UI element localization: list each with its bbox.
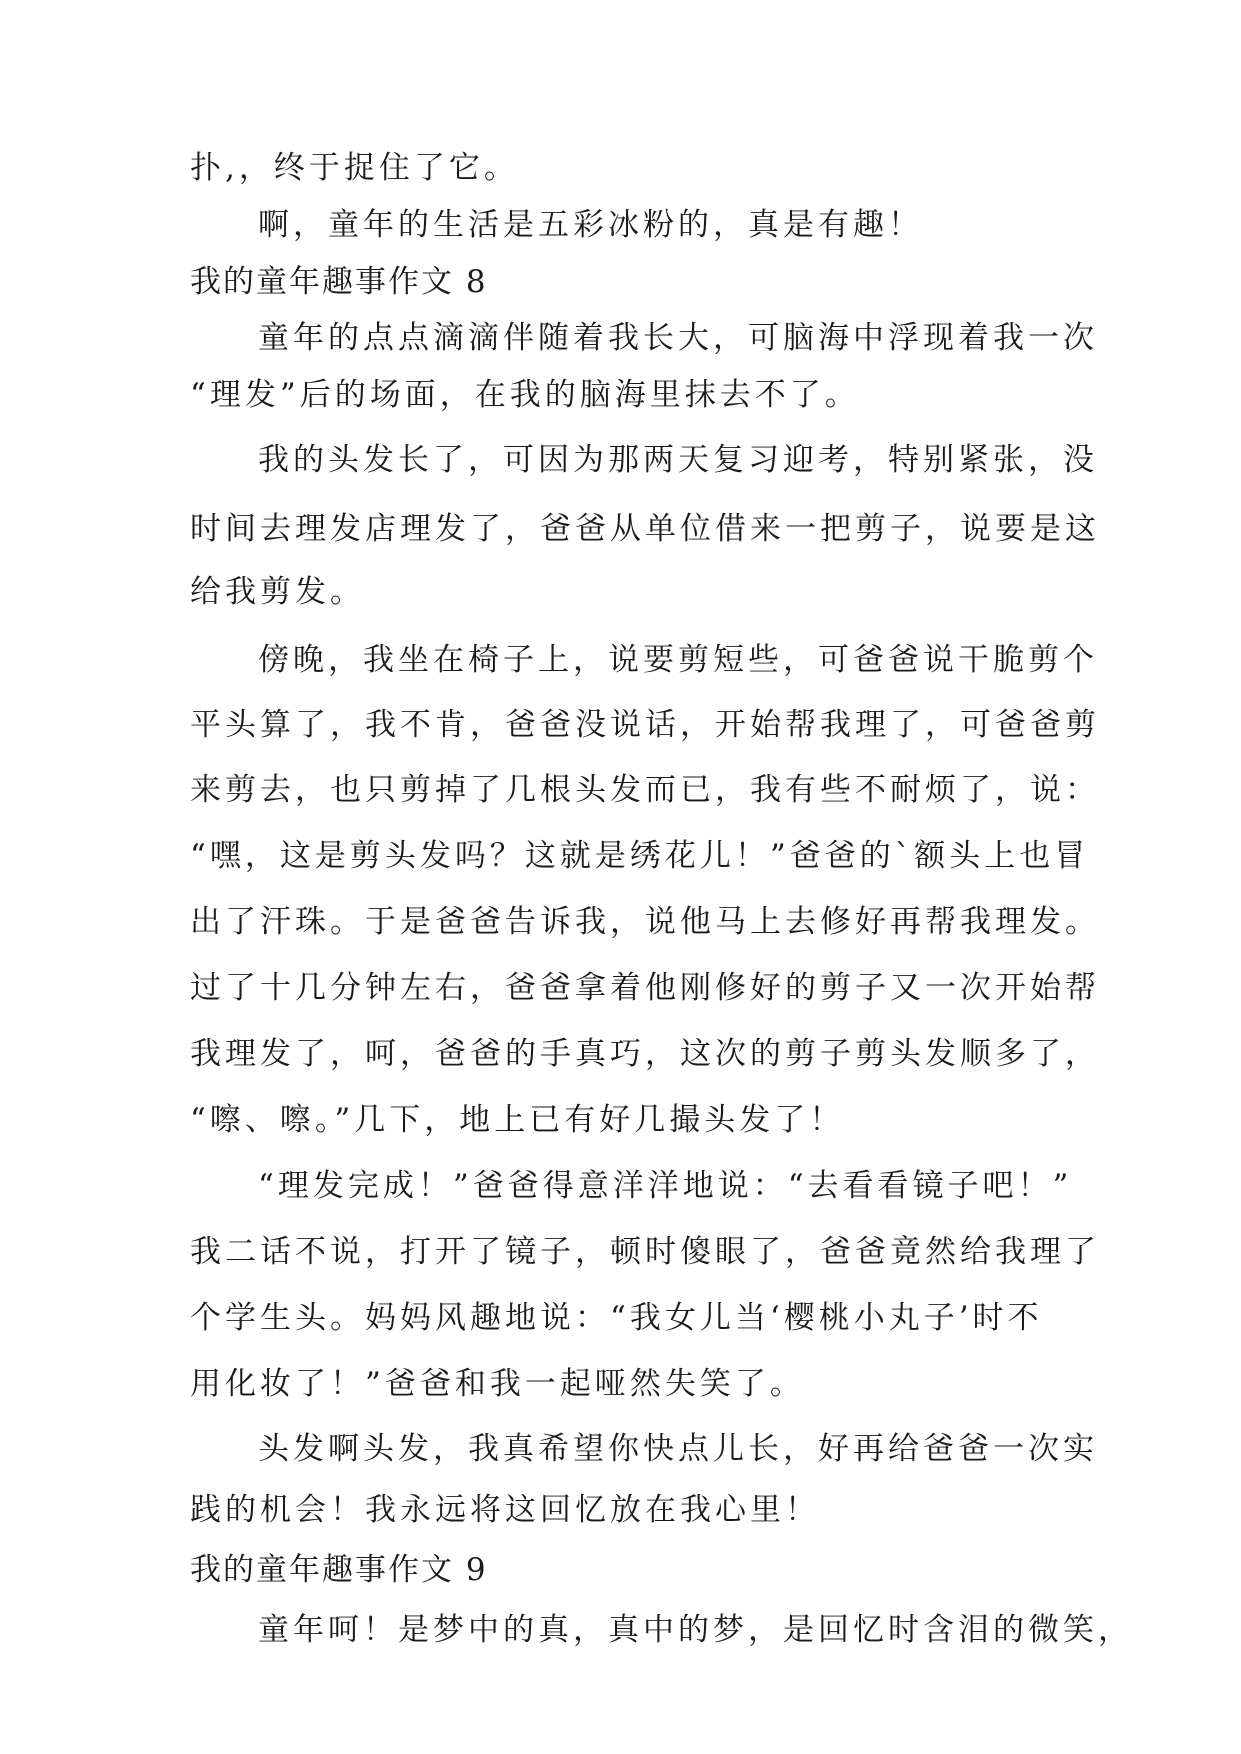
text-line: 平头算了，我不肯，爸爸没说话，开始帮我理了，可爸爸剪 xyxy=(190,707,1100,743)
text-line: 头发啊头发，我真希望你快点儿长，好再给爸爸一次实 xyxy=(258,1431,1098,1467)
text-line: 童年的点点滴滴伴随着我长大，可脑海中浮现着我一次 xyxy=(258,320,1098,356)
text-line: 来剪去，也只剪掉了几根头发而已，我有些不耐烦了，说： xyxy=(190,772,1100,808)
section-heading: 我的童年趣事作文 8 xyxy=(190,264,488,300)
text-line: 时间去理发店理发了，爸爸从单位借来一把剪子，说要是这 xyxy=(190,511,1100,547)
text-line: 践的机会！我永远将这回忆放在我心里！ xyxy=(190,1492,820,1528)
text-line: 我二话不说，打开了镜子，顿时傻眼了，爸爸竟然给我理了 xyxy=(190,1234,1100,1270)
text-line: 傍晚，我坐在椅子上，说要剪短些，可爸爸说干脆剪个 xyxy=(258,642,1098,678)
text-line: 我的头发长了，可因为那两天复习迎考，特别紧张，没 xyxy=(258,442,1098,478)
text-line: 用化妆了！”爸爸和我一起哑然失笑了。 xyxy=(190,1366,805,1402)
text-line: “理发完成！”爸爸得意洋洋地说：“去看看镜子吧！” xyxy=(258,1168,1073,1204)
text-line: 童年呵！是梦中的真，真中的梦，是回忆时含泪的微笑， xyxy=(258,1612,1133,1648)
text-line: 扑,，终于捉住了它。 xyxy=(190,150,519,186)
text-line: 给我剪发。 xyxy=(190,574,365,610)
text-line: “理发”后的场面，在我的脑海里抹去不了。 xyxy=(190,377,860,413)
text-line: 出了汗珠。于是爸爸告诉我，说他马上去修好再帮我理发。 xyxy=(190,904,1100,940)
text-line: “嚓、嚓。”几下，地上已有好几撮头发了！ xyxy=(190,1102,845,1138)
text-line: 过了十几分钟左右，爸爸拿着他刚修好的剪子又一次开始帮 xyxy=(190,970,1100,1006)
text-line: “嘿，这是剪头发吗？这就是绣花儿！”爸爸的`额头上也冒 xyxy=(190,838,1090,874)
text-line: 啊，童年的生活是五彩冰粉的，真是有趣！ xyxy=(258,207,923,243)
text-line: 我理发了，呵，爸爸的手真巧，这次的剪子剪头发顺多了， xyxy=(190,1036,1100,1072)
section-heading: 我的童年趣事作文 9 xyxy=(190,1552,488,1588)
text-line: 个学生头。妈妈风趣地说：“我女儿当‘樱桃小丸子’时不 xyxy=(190,1300,1043,1336)
